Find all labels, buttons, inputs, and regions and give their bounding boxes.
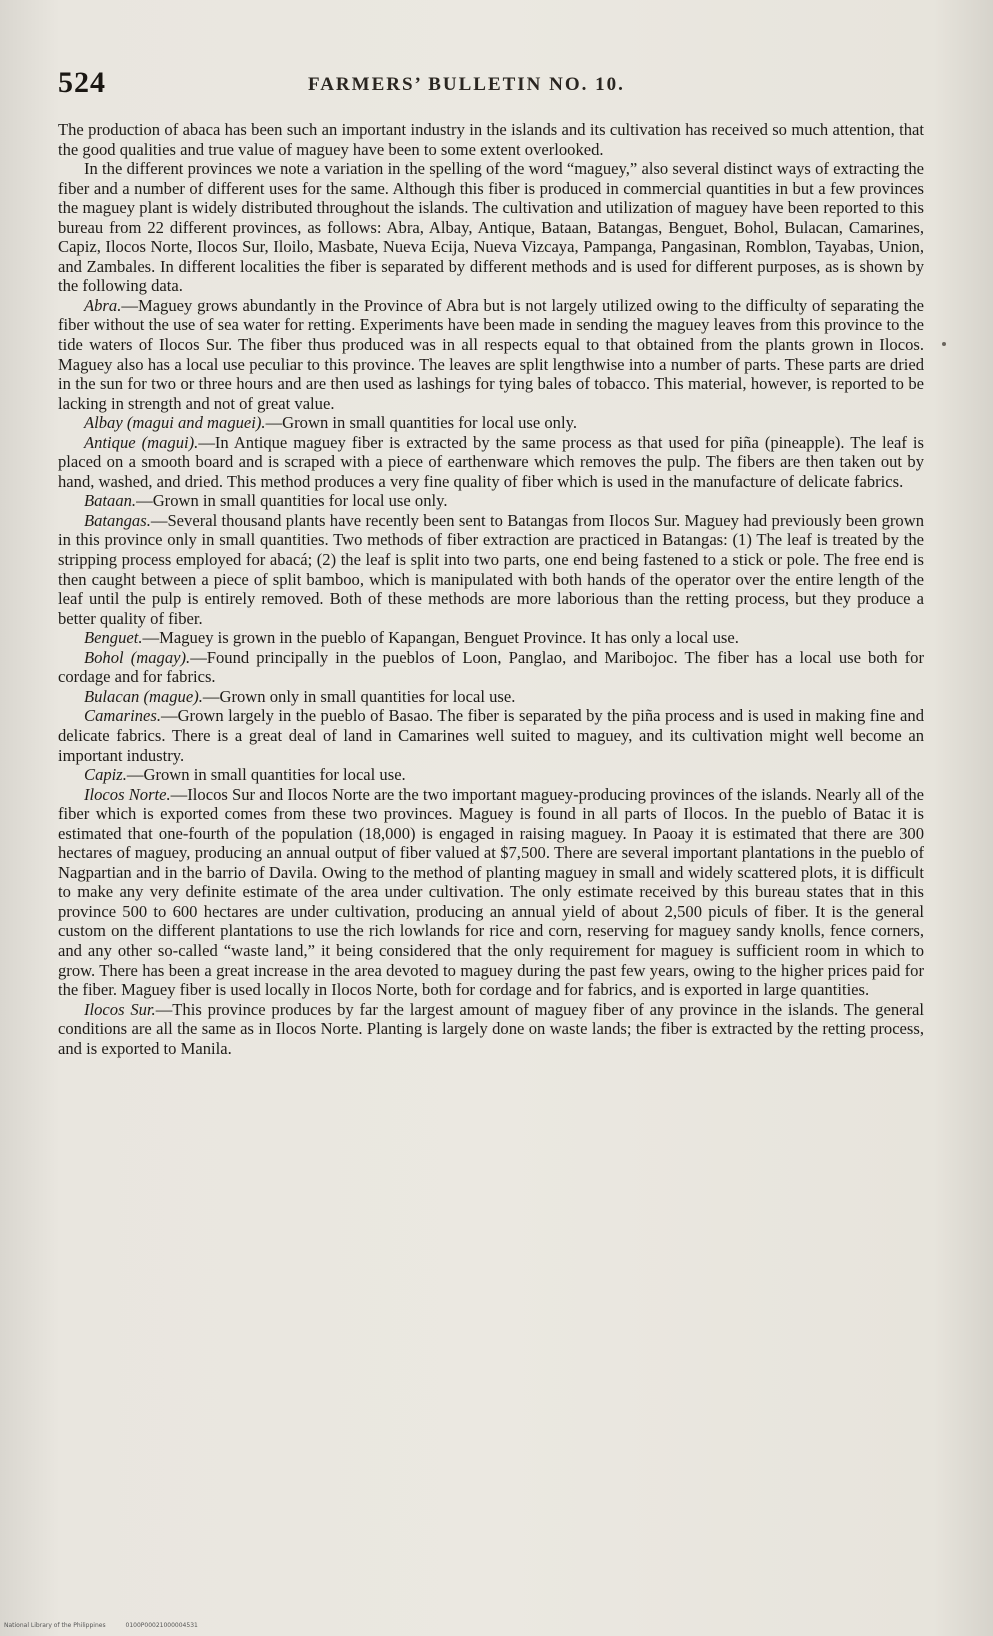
province-name-ilocos-norte: Ilocos Norte. xyxy=(84,784,171,804)
entry-capiz xyxy=(58,765,924,785)
entry-text-albay: —Grown in small quantities for local use only. xyxy=(265,413,577,433)
entry-ilocos-norte xyxy=(58,785,924,1000)
entry-text-bulacan: —Grown only in small quantities for local use. xyxy=(202,686,516,706)
province-name-antique: Antique (magui). xyxy=(84,432,199,452)
entry-batangas xyxy=(58,511,924,628)
entry-benguet xyxy=(58,628,924,648)
province-name-ilocos-sur: Ilocos Sur. xyxy=(84,999,156,1019)
running-head: FARMERS’ BULLETIN NO. 10. xyxy=(308,74,625,95)
province-name-bataan: Bataan. xyxy=(84,491,137,511)
scan-footer xyxy=(4,1622,216,1629)
entry-bataan xyxy=(58,491,924,511)
entry-text-ilocos-norte: —Ilocos Sur and Ilocos Norte are the two important maguey-producing provinces of the islands. Nearly all of the fiber which is exported comes from these two provinces. Maguey is found in all parts of Ilocos. In the pueblo of Batac it is estimated that one-fourth of the population (18,000) is engaged in raising maguey. In Paoay it is estimated that there are 300 hectares of maguey, producing an annual output of fiber valued at $7,500. There are several important plantations in the pueblo of Nagpartian and in the barrio of Davila. Owing to the method of planting maguey in small and widely scattered plots, it is difficult to make any very definite estimate of the area under cultivation. The only estimate received by this bureau states that in this province 500 to 600 hectares are under cultivation, producing an annual yield of about 2,500 piculs of fiber. It is the general custom on the different plantations to use the rich lowlands for rice and corn, reserving for maguey sandy knolls, fence corners, and any other so-called “waste land,” it being considered that the only requirement for maguey is sufficient room in which to grow. There has been a great increase in the area devoted to maguey during the past few years, owing to the higher prices paid for the fiber. Maguey fiber is used locally in Ilocos Norte, both for cordage and for fabrics, and is exported in large quantities. xyxy=(58,784,924,1000)
entry-text-batangas: —Several thousand plants have recently been sent to Batangas from Ilocos Sur. Maguey had previously been grown in this province only in small quantities. Two methods of fiber extraction are practiced in Batangas: (1) The leaf is treated by the stripping process employed for abacá; (2) the leaf is split into two parts, one end being fastened to a stick or pole. The free end is then caught between a piece of split bamboo, which is manipulated with both hands of the operator over the entire length of the leaf until the pulp is entirely removed. Both of these methods are more laborious than the retting process, but they produce a better quality of fiber. xyxy=(58,510,924,628)
province-name-bohol: Bohol (magay). xyxy=(84,647,191,667)
body-text xyxy=(58,120,924,1590)
entry-text-bataan: —Grown in small quantities for local use only. xyxy=(136,491,448,511)
province-name-camarines: Camarines. xyxy=(84,706,161,726)
entry-text-capiz: —Grown in small quantities for local use. xyxy=(126,765,406,785)
entry-antique xyxy=(58,433,924,492)
entry-text-abra: —Maguey grows abundantly in the Province of Abra but is not largely utilized owing to the difficulty of separating the fiber without the use of sea water for retting. Experiments have been made in sending the maguey leaves from this province to the tide waters of Ilocos Sur. The fiber thus produced was in all respects equal to that obtained from the plants grown in Ilocos. Maguey also has a local use peculiar to this province. The leaves are split lengthwise into a number of parts. These parts are dried in the sun for two or three hours and are then used as lashings for tying bales of tobacco. This material, however, is reported to be lacking in strength and not of great value. xyxy=(58,295,924,413)
entry-bulacan xyxy=(58,687,924,707)
page-number: 524 xyxy=(58,66,106,99)
entry-ilocos-sur xyxy=(58,1000,924,1059)
entry-bohol xyxy=(58,648,924,687)
page-header xyxy=(58,66,928,106)
province-name-capiz: Capiz. xyxy=(84,765,127,785)
footer-identifier: 0100P00021000004531 xyxy=(125,1622,198,1629)
paragraph-intro: The production of abaca has been such an important industry in the islands and its cultivation has received so much attention, that the good qualities and true value of maguey have been to some extent overlooked. xyxy=(58,120,924,159)
entry-albay xyxy=(58,413,924,433)
entry-abra xyxy=(58,296,924,413)
footer-library: National Library of the Philippines xyxy=(4,1622,106,1629)
entry-text-antique: —In Antique maguey fiber is extracted by the same process as that used for piña (pineapple). The leaf is placed on a smooth board and is scraped with a piece of earthenware which removes the pulp. The fibers are then taken out by hand, washed, and dried. This method produces a very fine quality of fiber which is used in the manufacture of delicate fabrics. xyxy=(58,432,924,491)
province-name-abra: Abra. xyxy=(84,295,122,315)
entry-text-ilocos-sur: —This province produces by far the largest amount of maguey fiber of any province in the islands. The general conditions are all the same as in Ilocos Norte. Planting is largely done on waste lands; the fiber is extracted by the retting process, and is exported to Manila. xyxy=(58,999,924,1058)
entry-camarines xyxy=(58,706,924,765)
province-name-benguet: Benguet. xyxy=(84,628,143,648)
scan-speck xyxy=(942,342,946,346)
paragraph-provinces: In the different provinces we note a variation in the spelling of the word “maguey,” also several distinct ways of extracting the fiber and a number of different uses for the same. Although this fiber is produced in commercial quantities in but a few provinces the maguey plant is widely distributed throughout the islands. The cultivation and utilization of maguey have been reported to this bureau from 22 different provinces, as follows: Abra, Albay, Antique, Bataan, Batangas, Benguet, Bohol, Bulacan, Camarines, Capiz, Ilocos Norte, Ilocos Sur, Iloilo, Masbate, Nueva Ecija, Nueva Vizcaya, Pampanga, Pangasinan, Romblon, Tayabas, Union, and Zambales. In different localities the fiber is separated by different methods and is used for different purposes, as is shown by the following data. xyxy=(58,159,924,296)
entry-text-benguet: —Maguey is grown in the pueblo of Kapangan, Benguet Province. It has only a local use. xyxy=(142,628,739,648)
entry-text-bohol: —Found principally in the pueblos of Loon, Panglao, and Maribojoc. The fiber has a local use both for cordage and for fabrics. xyxy=(58,647,924,687)
entry-text-camarines: —Grown largely in the pueblo of Basao. The fiber is separated by the piña process and is used in making fine and delicate fabrics. There is a great deal of land in Camarines well suited to maguey, and its cultivation might well become an important industry. xyxy=(58,706,924,765)
province-name-bulacan: Bulacan (mague). xyxy=(84,686,203,706)
province-name-batangas: Batangas. xyxy=(84,510,151,530)
province-name-albay: Albay (magui and maguei). xyxy=(84,413,266,433)
